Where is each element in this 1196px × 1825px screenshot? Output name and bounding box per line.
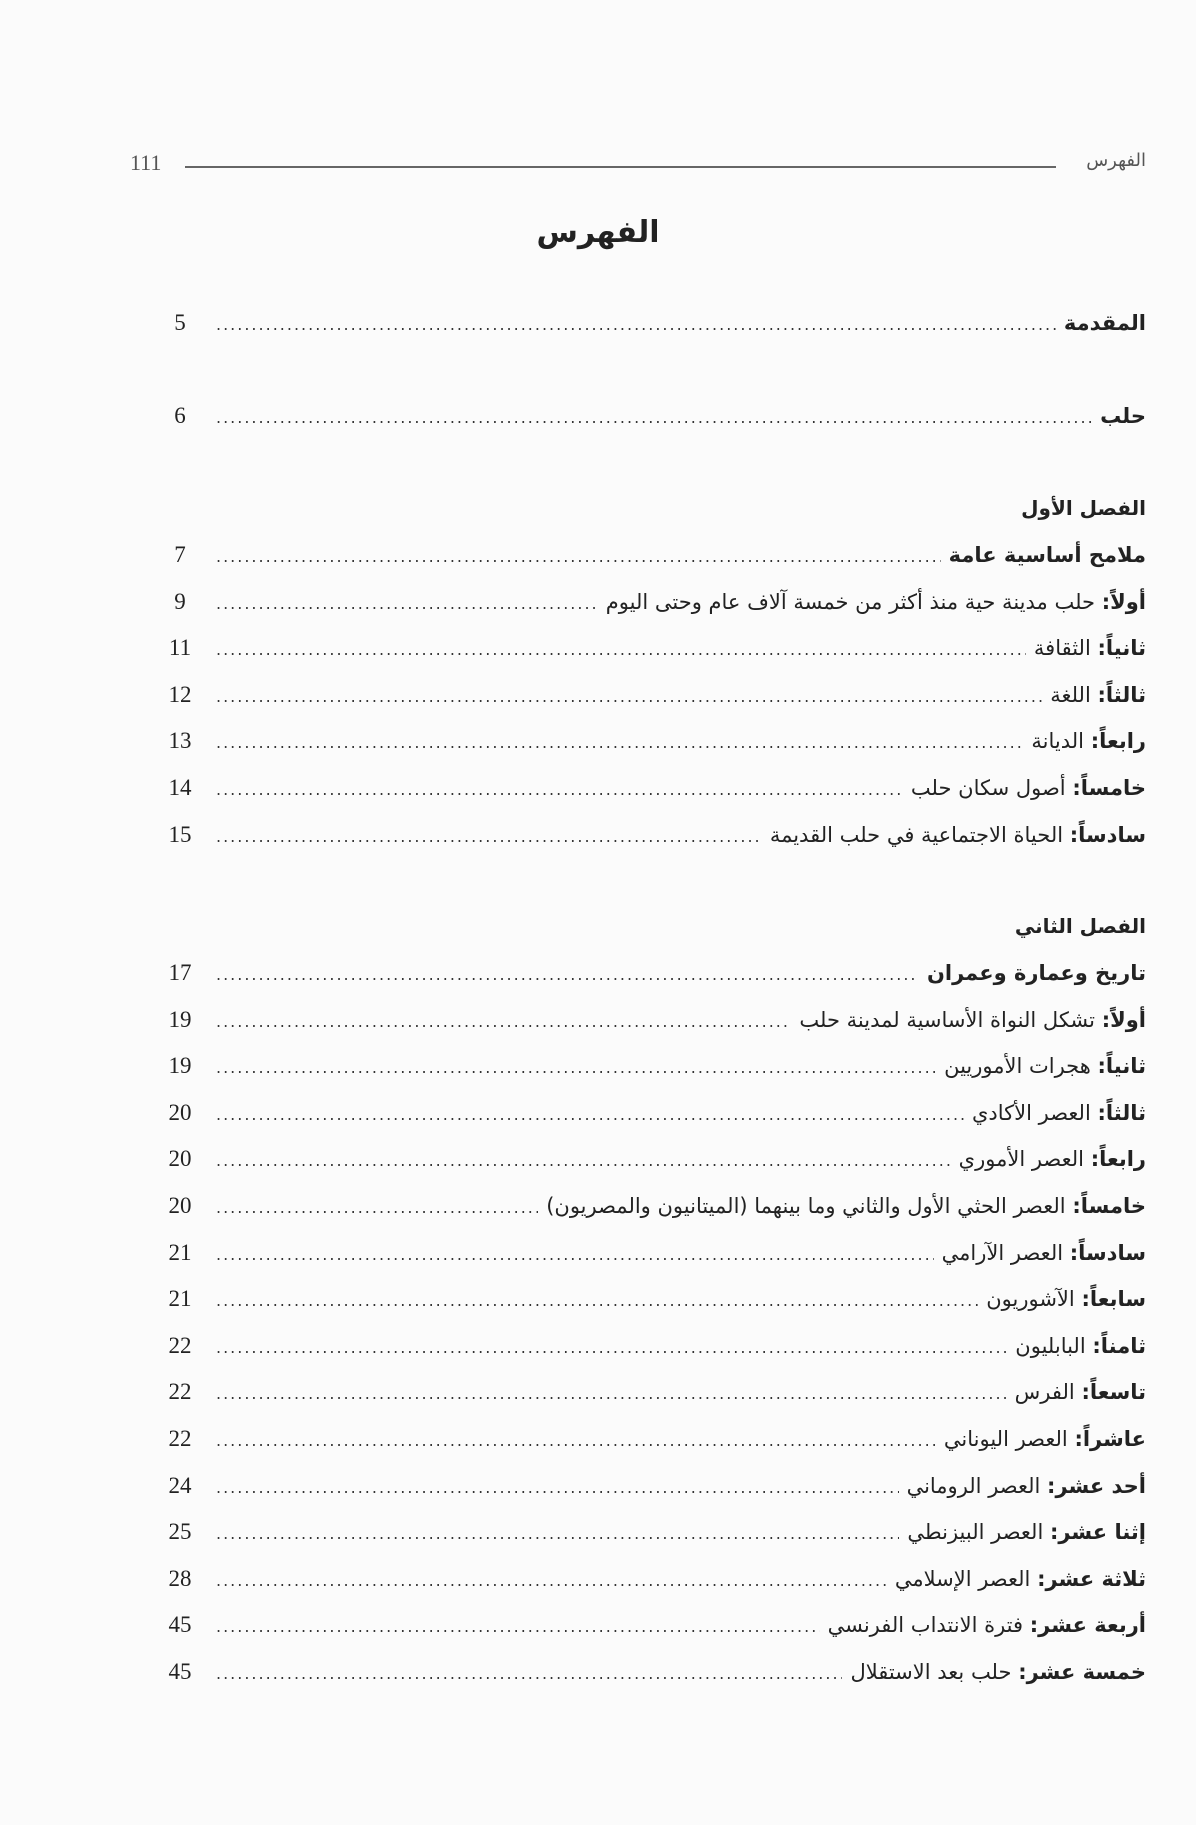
toc-entry <box>160 1286 1146 1322</box>
toc-entry-label <box>1100 404 1146 428</box>
toc-entry-label <box>1034 636 1146 660</box>
dot-leader <box>216 1431 936 1450</box>
dot-leader <box>216 1058 936 1077</box>
toc-entry-label <box>959 1147 1146 1171</box>
toc-entry-prefix: أولاً: <box>1101 589 1146 614</box>
dot-leader <box>216 408 1092 427</box>
dot-leader <box>216 1478 899 1497</box>
toc-entry <box>160 1193 1146 1229</box>
toc-entry-label <box>1031 729 1146 753</box>
toc-entry-page: 22 <box>168 1426 192 1451</box>
toc-entry-page: 25 <box>168 1519 192 1545</box>
toc-entry-title: العصر اليوناني <box>943 1427 1068 1451</box>
toc-entry-label <box>606 590 1146 614</box>
toc-entry-prefix: ثانياً: <box>1097 636 1146 661</box>
toc-entry-label <box>972 1101 1146 1125</box>
toc-entry <box>160 960 1146 996</box>
toc-entry-label <box>911 776 1146 800</box>
toc-entry-page: 20 <box>168 1193 192 1218</box>
toc-entry-title: اللغة <box>1050 682 1091 707</box>
chapter-heading: الفصل الثاني <box>1014 914 1146 938</box>
toc-entry <box>160 1519 1146 1555</box>
toc-entry-title: الفرس <box>1014 1380 1075 1405</box>
toc-entry-label <box>944 1054 1146 1078</box>
toc-entry-page: 9 <box>174 588 186 614</box>
toc-entry-prefix: أحد عشر: <box>1047 1473 1146 1498</box>
toc-entry-prefix: أربعة عشر: <box>1029 1613 1146 1638</box>
toc-entry-title: الحياة الاجتماعية في حلب القديمة <box>769 822 1064 847</box>
dot-leader <box>216 1012 791 1031</box>
toc-entry <box>160 1007 1146 1043</box>
toc-entry-label <box>1015 1380 1146 1404</box>
dot-leader <box>216 1105 964 1124</box>
toc-entry-prefix: أولاً: <box>1101 1007 1146 1032</box>
toc-entry-page: 6 <box>174 403 186 428</box>
toc-entry <box>160 1612 1146 1648</box>
dot-leader <box>216 315 1056 334</box>
header-rule <box>185 166 1056 168</box>
dot-leader <box>216 733 1023 752</box>
toc-entry-page: 28 <box>168 1565 192 1591</box>
toc-entry-prefix: عاشراً: <box>1074 1427 1146 1451</box>
toc-entry <box>160 403 1146 439</box>
dot-leader <box>216 1245 934 1264</box>
toc-entry <box>160 1100 1146 1136</box>
dot-leader <box>216 1291 978 1310</box>
toc-entry <box>160 1659 1146 1695</box>
toc-entry <box>160 682 1146 718</box>
toc-entry-prefix: إثنا عشر: <box>1049 1520 1146 1545</box>
toc-entry <box>160 728 1146 764</box>
toc-entry-title: حلب <box>1100 404 1146 428</box>
toc-entry-label <box>944 1427 1146 1451</box>
toc-entry-page: 21 <box>168 1239 192 1265</box>
toc-entry-prefix: سادساً: <box>1069 822 1146 847</box>
toc-entry-label <box>927 961 1146 985</box>
toc-entry-title: الآشوريون <box>986 1287 1075 1312</box>
toc-entry-label <box>770 823 1146 847</box>
toc-entry-label <box>986 1287 1146 1311</box>
toc-entry-prefix: سابعاً: <box>1081 1287 1146 1312</box>
toc-entry-page: 21 <box>168 1286 192 1312</box>
toc-entry-title: العصر الحثي الأول والثاني وما بينهما (الميتانيون والمصريون) <box>546 1194 1066 1218</box>
dot-leader <box>216 780 903 799</box>
toc-entry-prefix: خامساً: <box>1072 1194 1146 1218</box>
toc-entry-title: أصول سكان حلب <box>910 776 1066 800</box>
toc-entry-label <box>850 1660 1146 1684</box>
dot-leader <box>216 594 598 613</box>
toc-entry-label <box>1015 1334 1146 1358</box>
toc-entry-title: البابليون <box>1015 1333 1086 1358</box>
toc-entry <box>160 1379 1146 1415</box>
toc-entry-page: 5 <box>174 310 186 335</box>
dot-leader <box>216 547 941 566</box>
dot-leader <box>216 1524 899 1543</box>
toc-entry-prefix: رابعاً: <box>1090 1147 1146 1172</box>
toc-entry-prefix: ثالثاً: <box>1097 1100 1146 1125</box>
toc-entry <box>160 1333 1146 1369</box>
running-header-title: الفهرس <box>1086 150 1146 171</box>
toc-entry-title: العصر الإسلامي <box>894 1566 1031 1591</box>
toc-entry-page: 20 <box>168 1099 192 1125</box>
toc-entry-prefix: تاسعاً: <box>1081 1380 1146 1405</box>
dot-leader <box>216 1617 820 1636</box>
toc-entry-page: 22 <box>168 1332 192 1358</box>
toc-entry <box>160 1053 1146 1089</box>
toc-entry <box>160 1426 1146 1462</box>
running-header <box>130 150 1146 180</box>
dot-leader <box>216 1571 887 1590</box>
toc-entry-page: 24 <box>168 1472 192 1498</box>
toc-entry-title: المقدمة <box>1063 311 1146 335</box>
toc-entry <box>160 635 1146 671</box>
toc-entry-label <box>895 1567 1146 1591</box>
toc-entry <box>160 775 1146 811</box>
toc-entry-page: 19 <box>168 1006 192 1032</box>
toc-entry-title: العصر الأموري <box>958 1147 1084 1172</box>
toc-entry-title: العصر الأكادي <box>971 1100 1091 1125</box>
toc-entry-prefix: ثلاثة عشر: <box>1037 1566 1146 1591</box>
toc-entry-page: 11 <box>168 635 192 661</box>
toc-entry <box>160 1146 1146 1182</box>
toc-entry-title: تشكل النواة الأساسية لمدينة حلب <box>799 1007 1096 1032</box>
toc-entry-label <box>907 1474 1146 1498</box>
toc-entry-prefix: ثامناً: <box>1092 1333 1146 1358</box>
dot-leader <box>216 1338 1007 1357</box>
toc-entry-title: ملامح أساسية عامة <box>948 543 1146 567</box>
toc-entry-title: العصر الآرامي <box>941 1240 1064 1265</box>
dot-leader <box>216 1664 842 1683</box>
toc-entry-page: 14 <box>168 775 192 800</box>
toc-entry-title: العصر الروماني <box>906 1473 1041 1498</box>
toc-entry-label <box>949 543 1146 567</box>
toc-entry-page: 45 <box>168 1612 192 1638</box>
toc-entry-page: 12 <box>168 681 192 707</box>
page-number: 111 <box>130 150 162 175</box>
toc-entry-title: الثقافة <box>1033 636 1091 661</box>
toc-entry-page: 13 <box>168 728 192 754</box>
dot-leader <box>216 965 919 984</box>
toc-entry-label <box>942 1241 1146 1265</box>
toc-entry <box>160 1473 1146 1509</box>
dot-leader <box>216 1384 1007 1403</box>
toc-entry <box>160 589 1146 625</box>
toc-entry <box>160 310 1146 346</box>
toc-entry-page: 7 <box>174 542 186 567</box>
page-title: الفهرس <box>536 215 660 250</box>
toc-entry-label <box>907 1520 1146 1544</box>
dot-leader <box>216 1198 538 1217</box>
toc-entry-label <box>828 1613 1146 1637</box>
toc-entry-page: 19 <box>168 1053 192 1079</box>
dot-leader <box>216 827 762 846</box>
toc-entry-title: الديانة <box>1031 729 1084 754</box>
toc-entry-title: حلب بعد الاستقلال <box>850 1660 1012 1684</box>
toc-entry-page: 22 <box>168 1379 192 1405</box>
toc-entry-prefix: خامساً: <box>1072 776 1146 800</box>
toc-entry <box>160 1566 1146 1602</box>
toc-entry-label <box>799 1008 1146 1032</box>
toc-entry-label <box>1050 683 1146 707</box>
toc-entry-label <box>1064 311 1146 335</box>
toc-entry-prefix: ثانياً: <box>1097 1054 1146 1079</box>
toc-entry-prefix: رابعاً: <box>1090 729 1146 754</box>
toc-entry-title: حلب مدينة حية منذ أكثر من خمسة آلاف عام وحتى اليوم <box>605 589 1096 614</box>
toc-entry-prefix: ثالثاً: <box>1097 682 1146 707</box>
toc-entry-prefix: خمسة عشر: <box>1018 1660 1146 1684</box>
dot-leader <box>216 640 1026 659</box>
toc-entry-page: 15 <box>168 821 192 847</box>
toc-entry-prefix: سادساً: <box>1069 1240 1146 1265</box>
chapter-heading: الفصل الأول <box>1021 496 1146 520</box>
dot-leader <box>216 1151 951 1170</box>
toc-entry-title: العصر البيزنطي <box>907 1520 1044 1545</box>
toc-entry-title: تاريخ وعمارة وعمران <box>926 961 1146 985</box>
toc-entry-page: 17 <box>168 960 192 985</box>
dot-leader <box>216 687 1042 706</box>
toc-entry <box>160 822 1146 858</box>
toc-entry-title: هجرات الأموريين <box>944 1054 1091 1079</box>
toc-entry-page: 20 <box>168 1146 192 1172</box>
toc-entry-page: 45 <box>168 1659 192 1684</box>
toc-entry <box>160 1240 1146 1276</box>
toc-entry-title: فترة الانتداب الفرنسي <box>827 1613 1024 1638</box>
toc-entry <box>160 542 1146 578</box>
toc-entry-label <box>546 1194 1146 1218</box>
